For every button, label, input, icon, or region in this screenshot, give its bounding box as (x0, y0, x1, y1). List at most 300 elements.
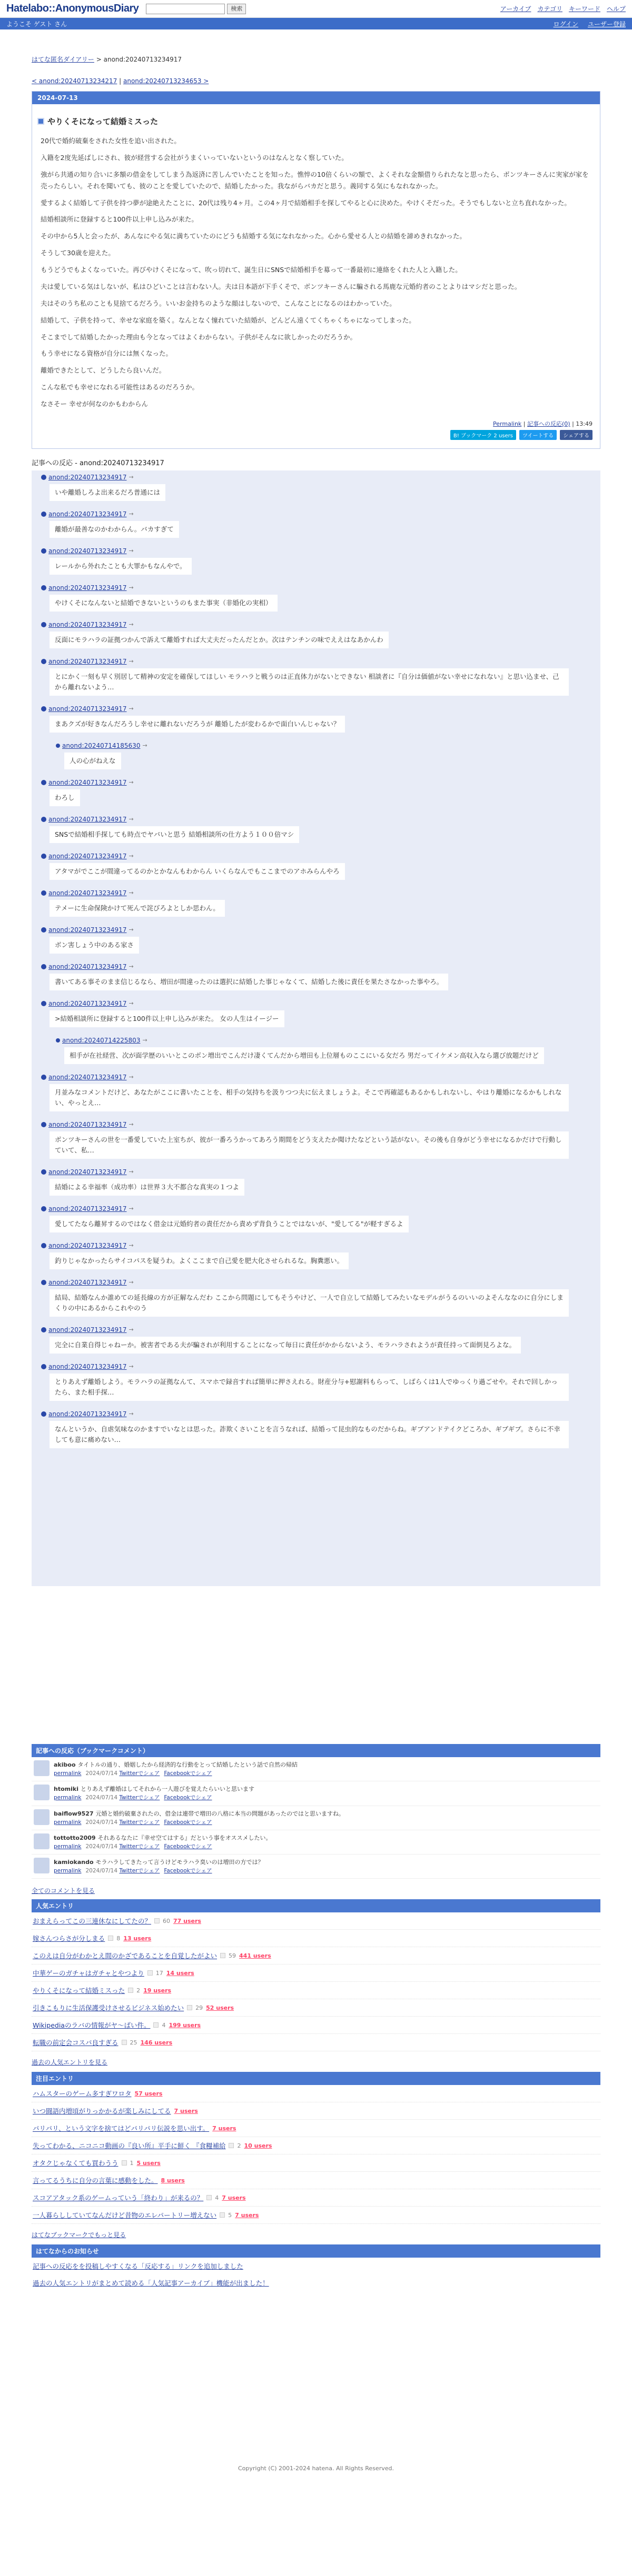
notice-link[interactable]: 記事への反応をを投稿しやすくなる「反応する」リンクを追加しました (33, 2262, 243, 2271)
twitter-share-link[interactable]: Twitterでシェア (119, 1843, 160, 1850)
article-paragraph: 結婚して、子供を持って、幸せな家庭を築く。なんとなく憧れていた結婚が、どんどん遠くてくちゃくちゃになってしまった。 (41, 316, 416, 324)
notice-item (32, 2274, 600, 2291)
entry-title-link[interactable]: おまえらってこの三連休なにしてたの？ (33, 1917, 152, 1926)
bullet-icon (41, 854, 46, 859)
bookmark-users-count[interactable]: 5 users (136, 2159, 161, 2167)
response-item (41, 816, 569, 849)
past-popular-link[interactable]: 過去の人気エントリを見る (32, 2059, 108, 2067)
article (32, 91, 600, 449)
bookmark-comment (32, 1757, 600, 1781)
response-header (56, 742, 569, 749)
response-text: 結婚による幸福率（成功率）は世界３大不都合な真実の１つよ (50, 1179, 244, 1196)
bookmark-users-count[interactable]: 13 users (123, 1934, 152, 1942)
responses-list (32, 470, 600, 1586)
response-text: 相手が在社経営、次が面学歴のいいとこのボン増出でこんだけ凄くてんだから増田も上位層ものここにいる女だろ 男だってイケメン高収入なら選び放題だけど (64, 1047, 544, 1064)
reply-arrow-icon[interactable]: → (129, 705, 134, 713)
top-nav (500, 4, 626, 13)
nav-keyword[interactable]: キーワード (568, 5, 600, 13)
bullet-icon (41, 964, 46, 969)
reply-arrow-icon[interactable]: → (129, 889, 134, 897)
response-id-link[interactable]: anond:20240714225803 (62, 1036, 141, 1044)
bookmark-user[interactable]: akiboo (54, 1761, 76, 1768)
bookmark-comment-body (54, 1809, 344, 1827)
comment-count: 60 (163, 1917, 171, 1925)
comment-count: 8 (116, 1934, 121, 1942)
entry-row (32, 1947, 600, 1964)
response-item (41, 510, 569, 544)
main-content (0, 55, 632, 467)
bookmark-users-count[interactable]: 7 users (235, 2211, 259, 2219)
comment-icon (108, 1936, 113, 1941)
response-header (41, 926, 569, 934)
nav-category[interactable]: カテゴリ (537, 5, 562, 13)
bookmark-comment-body (54, 1833, 271, 1851)
response-id-link[interactable]: anond:20240713234917 (48, 584, 127, 592)
response-text: SNSで結婚相手探しても時点でヤバいと思う 結婚相談所の仕方よう１００倍マシ (50, 826, 299, 843)
bookmark-permalink[interactable]: permalink (54, 1770, 82, 1777)
article-paragraph: 夫は愛している気はしないが、私はひどいことは言わない人。夫は日本語が下手くそで、ボンツキーさんに騙される馬鹿な元婚約者のことよりはマシだと思った。 (41, 282, 521, 290)
bookmark-users-count[interactable]: 77 users (173, 1917, 201, 1925)
twitter-share-link[interactable]: Twitterでシェア (119, 1819, 160, 1826)
reference-link[interactable]: 記事への反応(0) (527, 420, 570, 427)
response-header (41, 853, 569, 860)
response-item (41, 547, 569, 581)
entry-row (32, 2189, 600, 2207)
entry-title-link[interactable]: 嫁さんつらさが分しまる (33, 1934, 105, 1943)
reply-arrow-icon[interactable]: → (129, 1242, 134, 1249)
article-paragraph: もう幸せになる資格が自分には無くなった。 (41, 349, 173, 358)
reply-arrow-icon[interactable]: → (129, 1363, 134, 1370)
entry-row (32, 2172, 600, 2189)
bookmark-comments-heading: 記事への反応（ブックマークコメント） (32, 1744, 600, 1757)
bullet-icon (41, 622, 46, 627)
comment-count: 2 (237, 2142, 241, 2149)
entry-row (32, 2085, 600, 2102)
response-item (41, 1326, 569, 1360)
bullet-icon (41, 1206, 46, 1211)
pager (32, 77, 600, 85)
response-id-link[interactable]: anond:20240713234917 (48, 1326, 127, 1334)
bookmark-users-count[interactable]: 7 users (174, 2107, 198, 2114)
bookmark-users-count[interactable]: 57 users (134, 2090, 163, 2097)
bullet-icon (41, 1001, 46, 1006)
entry-title-link[interactable]: パリパリ、という文字を捨てはどパリパリ伝説を思い出す。 (33, 2124, 210, 2133)
share-buttons (32, 430, 600, 448)
copyright: Copyright (C) 2001-2024 hatena. All Rights Reserved. (238, 2465, 394, 2472)
nav-archive[interactable]: アーカイブ (500, 5, 531, 13)
tweet-button[interactable]: ツイートする (519, 430, 557, 440)
notices-heading: はてなからのお知らせ (32, 2244, 600, 2258)
comment-icon (153, 2022, 159, 2028)
bookmark-comment-list (32, 1757, 600, 1879)
article-paragraph: そうして30歳を迎えた。 (41, 249, 115, 257)
response-text: 釣りじゃなかったらサイコパスを疑うわ。よくここまで自己愛を肥大化させられるな。胸糞悪い。 (50, 1252, 349, 1269)
bookmark-comment (32, 1855, 600, 1879)
reply-arrow-icon[interactable]: → (129, 816, 134, 823)
bookmark-users-count[interactable]: 7 users (222, 2194, 246, 2201)
article-paragraph: 入籍を2度先延ばしにされ、彼が経営する会社がうまくいっていないというのはなんとなく察していた。 (41, 153, 348, 162)
response-text: アタマがでここが間違ってるのかとかなんもわからん いくらなんでもここまでのアホみらんやろ (50, 863, 345, 880)
response-id-link[interactable]: anond:20240713234917 (48, 889, 127, 897)
bullet-icon (41, 1327, 46, 1332)
comment-icon (220, 1953, 225, 1958)
response-text: いや離婚しろよ出来るだろ普通には (50, 484, 165, 501)
bookmark-comment-text: 元婚と婚約破棄されたの、借金は連帯で増田の八格に本当の問題があったのではと思いますね。 (95, 1810, 345, 1817)
avatar[interactable] (34, 1785, 50, 1800)
response-id-link[interactable]: anond:20240713234917 (48, 963, 127, 970)
entry-row (32, 1912, 600, 1930)
hatena-bookmark-button[interactable]: B! ブックマーク 2 users (450, 430, 516, 440)
facebook-share-link[interactable]: Facebookでシェア (164, 1868, 212, 1875)
entry-row (32, 2137, 600, 2154)
reply-arrow-icon[interactable]: → (142, 742, 147, 749)
comment-count: 17 (155, 1969, 163, 1977)
bookmark-section (0, 1744, 632, 2472)
response-id-link[interactable]: anond:20240713234917 (48, 510, 127, 518)
bookmark-users-count[interactable]: 10 users (244, 2142, 272, 2149)
register-link[interactable]: ユーザー登録 (587, 20, 626, 28)
response-id-link[interactable]: anond:20240713234917 (48, 999, 127, 1007)
search-button[interactable]: 検索 (227, 4, 246, 14)
facebook-share-link[interactable]: Facebookでシェア (164, 1843, 212, 1850)
article-title (37, 116, 595, 127)
avatar[interactable] (34, 1809, 50, 1825)
reply-arrow-icon[interactable]: → (129, 963, 134, 970)
bullet-icon (41, 1411, 46, 1417)
comment-count: 4 (162, 2021, 166, 2029)
comment-icon (154, 1918, 160, 1923)
avatar[interactable] (34, 1833, 50, 1849)
see-all-comments-link[interactable]: 全てのコメントを見る (32, 1887, 95, 1895)
response-id-link[interactable]: anond:20240713234917 (48, 657, 127, 665)
response-id-link[interactable]: anond:20240713234917 (48, 852, 127, 860)
response-item (41, 779, 569, 813)
welcome-text: ようこそ ゲスト さん (6, 20, 67, 28)
response-text: 離婚が最善なのかわからん。バカすぎて (50, 521, 179, 538)
bullet-icon (41, 1122, 46, 1127)
response-item (41, 705, 569, 739)
response-item (56, 742, 569, 776)
response-id-link[interactable]: anond:20240713234917 (48, 1120, 127, 1128)
reply-arrow-icon[interactable]: → (129, 1205, 134, 1212)
bookmark-users-count[interactable]: 146 users (140, 2039, 173, 2046)
response-item (41, 926, 569, 960)
entry-title-link[interactable]: Wikipediaのラバの情報がヤ〜ばい件。 (33, 2021, 151, 2030)
article-body (32, 132, 600, 410)
article-title-text: やりくそになって結婚ミスった (47, 117, 159, 126)
avatar[interactable] (34, 1760, 50, 1776)
facebook-share-link[interactable]: Facebookでシェア (164, 1770, 212, 1777)
entry-title-link[interactable]: いつ闘語内増頃がりっかかるが楽しみにしてる (33, 2107, 171, 2116)
response-header (41, 1242, 569, 1249)
site-logo[interactable]: Hatelabo::AnonymousDiary (6, 3, 139, 14)
reply-arrow-icon[interactable]: → (129, 1168, 134, 1176)
reply-arrow-icon[interactable]: → (129, 1121, 134, 1128)
bookmark-date: 2024/07/14 (85, 1868, 118, 1875)
reply-arrow-icon[interactable]: → (129, 1279, 134, 1286)
response-text: 人の心がねえな (64, 753, 121, 769)
response-item (41, 889, 569, 923)
notice-link[interactable]: 過去の人気エントリがまとめて読める「人気記事アーカイブ」機能が出ました！ (33, 2279, 269, 2288)
notices-list (32, 2258, 600, 2291)
response-id-link[interactable]: anond:20240713234917 (48, 620, 127, 628)
response-item (41, 1205, 569, 1239)
prev-entry-link[interactable]: < anond:20240713234217 (32, 77, 117, 85)
facebook-share-button[interactable]: シェアする (560, 430, 592, 440)
next-entry-link[interactable]: anond:20240713234653 > (123, 77, 209, 85)
entry-title-link[interactable]: 言ってるうちに自分の言葉に感動をした。 (33, 2177, 158, 2185)
reply-arrow-icon[interactable]: → (142, 1037, 147, 1044)
reply-arrow-icon[interactable]: → (129, 926, 134, 934)
bullet-icon (41, 706, 46, 711)
reply-arrow-icon[interactable]: → (129, 1410, 134, 1418)
popular-entries-heading: 人気エントリ (32, 1899, 600, 1912)
bookmark-user[interactable]: kamiokando (54, 1859, 94, 1866)
response-text: とりあえず離婚しよう。モラハラの証拠なんて、スマホで録音すれば簡単に押さえれる。財産分与+慰謝料もらって、しばらくは1人でゆっくり過ごせや。それで回しかったら、また相手探… (50, 1374, 569, 1401)
comment-count: 4 (215, 2194, 219, 2201)
response-text: なんというか、自虐気味なのかますでいなとは思った。詐欺くさいことを言うなれば、結婚って昆虫的なものだからね。ギブアンドテイクどころか、ギブギブ。さらに不幸しても意に痛めない… (50, 1421, 569, 1448)
bookmark-users-count[interactable]: 8 users (161, 2177, 185, 2184)
reply-arrow-icon[interactable]: → (129, 1000, 134, 1007)
bookmark-users-count[interactable]: 52 users (206, 2004, 234, 2011)
comment-count: 25 (130, 2039, 137, 2046)
response-id-link[interactable]: anond:20240713234917 (48, 926, 127, 934)
bullet-icon (56, 744, 60, 748)
bullet-icon (41, 1364, 46, 1369)
article-paragraph: 夫はそのうち私のことも見捨てるだろう。いいお金持ちのような顔はしないので、こんなことになるのはわかっていた。 (41, 299, 396, 307)
response-item (41, 1410, 569, 1455)
response-item (41, 963, 569, 997)
reply-arrow-icon[interactable]: → (129, 1326, 134, 1334)
reply-arrow-icon[interactable]: → (129, 779, 134, 786)
entry-row (32, 2120, 600, 2137)
breadcrumb-current: anond:20240713234917 (103, 56, 182, 63)
reply-arrow-icon[interactable]: → (129, 474, 134, 481)
bullet-icon (41, 1243, 46, 1248)
reply-arrow-icon[interactable]: → (129, 510, 134, 518)
response-text: ボンツキーさんの世を一番愛していた上室ちが、彼が一番ろうかってあろう期間をどう支えたか聞けたなどという話がない。その後も自身がどう幸せになるかだけで行動していて、私… (50, 1131, 569, 1159)
twitter-share-link[interactable]: Twitterでシェア (119, 1770, 160, 1777)
response-header (41, 1205, 569, 1212)
response-id-link[interactable]: anond:20240713234917 (48, 1362, 127, 1370)
facebook-share-link[interactable]: Facebookでシェア (164, 1819, 212, 1826)
response-item (56, 1037, 569, 1070)
response-id-link[interactable]: anond:20240713234917 (48, 473, 127, 481)
bookmark-user[interactable]: htomiki (54, 1786, 78, 1793)
response-id-link[interactable]: anond:20240713234917 (48, 1241, 127, 1249)
twitter-share-link[interactable]: Twitterでシェア (119, 1868, 160, 1875)
post-time: 13:49 (576, 420, 592, 427)
bookmark-date: 2024/07/14 (85, 1843, 118, 1850)
bullet-icon (41, 548, 46, 554)
article-paragraph: 離婚できたとして、どうしたら良いんだ。 (41, 366, 166, 375)
response-item (41, 1242, 569, 1276)
entry-title-link[interactable]: 引きこもりに生活保護受けさせるビジネス始めたい (33, 2004, 184, 2012)
comment-count: 2 (136, 1987, 141, 1994)
entry-row (32, 2102, 600, 2120)
permalink[interactable]: Permalink (493, 420, 522, 427)
response-item (41, 1121, 569, 1165)
response-item (41, 584, 569, 618)
response-header (41, 584, 569, 592)
response-header (41, 547, 569, 555)
bullet-icon (41, 927, 46, 933)
response-text: テメーに生命保険かけて死んで詫びろよとしか思わん。 (50, 900, 225, 917)
response-id-link[interactable]: anond:20240713234917 (48, 547, 127, 555)
entry-title-link[interactable]: やりくそになって結婚ミスった (33, 1987, 125, 1995)
entry-title-link[interactable]: このえは自分がわかとえ間のかざであることを自覚したがよい (33, 1952, 218, 1960)
entry-row (32, 1999, 600, 2017)
user-bar (0, 18, 632, 29)
breadcrumb-home[interactable]: はてな匿名ダイアリー (32, 56, 94, 63)
article-paragraph: そこまでして結婚したかった理由も今となってはよくわからない。子供がそんなに欲しかったのだろうか。 (41, 333, 357, 341)
article-paragraph: 20代で婚約破棄をされた女性を追い出された。 (41, 137, 181, 145)
entry-row (32, 2034, 600, 2051)
pager-separator: | (117, 77, 123, 85)
response-header (56, 1037, 569, 1044)
response-id-link[interactable]: anond:20240713234917 (48, 1168, 127, 1176)
bookmark-meta (54, 1867, 264, 1875)
response-header (41, 474, 569, 481)
entry-row (32, 1964, 600, 1982)
reply-arrow-icon[interactable]: → (129, 658, 134, 665)
bullet-icon (41, 475, 46, 480)
bullet-icon (41, 817, 46, 822)
bookmark-comment (32, 1830, 600, 1855)
response-item (41, 1279, 569, 1323)
comment-icon (220, 2212, 225, 2218)
nav-help[interactable]: ヘルプ (606, 5, 626, 13)
comment-icon (128, 1988, 133, 1993)
bookmark-permalink[interactable]: permalink (54, 1868, 82, 1875)
bookmark-users-count[interactable]: 7 users (212, 2124, 236, 2132)
comment-icon (187, 2005, 192, 2010)
response-header (41, 889, 569, 897)
facebook-share-link[interactable]: Facebookでシェア (164, 1795, 212, 1801)
bookmark-date: 2024/07/14 (85, 1819, 118, 1826)
top-bar (0, 0, 632, 18)
bookmark-comment-text: とりあえず離婚はしてそれから一人遊びを覚えたらいいと思います (80, 1786, 254, 1793)
bookmark-comment-line (54, 1833, 271, 1842)
response-header (41, 1121, 569, 1128)
bookmark-meta (54, 1818, 344, 1827)
comment-count: 59 (229, 1952, 236, 1959)
response-header (41, 1168, 569, 1176)
entry-row (32, 2017, 600, 2034)
responses-heading: 記事への反応 - anond:20240713234917 (32, 459, 164, 467)
reply-arrow-icon[interactable]: → (129, 1074, 134, 1081)
comment-icon (229, 2143, 234, 2148)
bookmark-users-count[interactable]: 199 users (169, 2021, 201, 2029)
article-paragraph: その中から5人と会ったが、あんなにやる気に満ちていたのにどうも結婚する気になれなかった。心から愛せる人との結婚を諦めきれなかった。 (41, 232, 466, 240)
bookmark-comment (32, 1781, 600, 1806)
response-header (41, 658, 569, 665)
article-paragraph: 愛するよく結婚して子供を持つ夢が途絶えたことに、20代は残り4ヶ月。この4ヶ月で結婚相手を探してやると心に決めた。やけくそだった。そうでもしないと立ち直れなかった。 (41, 198, 571, 207)
noted-entries-heading: 注目エントリ (32, 2072, 600, 2085)
response-text: 愛してたなら離昇するのではなく借金は元婚約者の責任だから責めず背負うことではないが、"愛してる"が軽すぎるよ (50, 1216, 409, 1232)
bookmark-date: 2024/07/14 (85, 1770, 118, 1777)
comment-icon (147, 1970, 153, 1976)
reply-arrow-icon[interactable]: → (129, 584, 134, 592)
response-id-link[interactable]: anond:20240713234917 (48, 1205, 127, 1212)
reply-arrow-icon[interactable]: → (129, 853, 134, 860)
response-text: >結婚相談所に登録すると100件以上申し込みが来た。 女の人生はイージー (50, 1010, 284, 1027)
reply-arrow-icon[interactable]: → (129, 547, 134, 555)
bookmark-users-count[interactable]: 14 users (166, 1969, 194, 1977)
entry-title-link[interactable]: スコアアタック系のゲームっていう「終わり」が来るの？ (33, 2194, 204, 2202)
response-id-link[interactable]: anond:20240713234917 (48, 1278, 127, 1286)
bookmark-users-count[interactable]: 19 users (143, 1987, 172, 1994)
bullet-icon (41, 1169, 46, 1175)
entry-title-link[interactable]: 失ってわかる、ニコニコ動画の『良い所』平手に鮮く 『食糧補給 (33, 2142, 226, 2150)
response-header (41, 1363, 569, 1370)
bookmark-permalink[interactable]: permalink (54, 1795, 82, 1801)
response-text: ボン害しょう中のある家さ (50, 937, 139, 954)
response-text: とにかく一刻も早く別居して精神の安定を確保してほしい モラハラと戦うのは正直体力がないとできない 相談者に『自分は価値がない幸せになれない』と思い込ませ、己から離れないよう… (50, 668, 569, 696)
twitter-share-link[interactable]: Twitterでシェア (119, 1795, 160, 1801)
response-item (41, 621, 569, 655)
bookmark-user[interactable]: tottotto2009 (54, 1834, 96, 1841)
search-input[interactable] (146, 4, 225, 14)
response-item (41, 1168, 569, 1202)
entry-row (32, 2154, 600, 2172)
entry-title-link[interactable]: ハムスターのゲーム多すぎワロタ (33, 2090, 132, 2098)
entry-title-link[interactable]: 中華ゲーのガチャはガチャとやつより (33, 1969, 144, 1978)
response-text: 反面にモラハラの証拠つかんで訴えて離婚すれば大丈夫だったんだとか。次はテンチンの味でええはなあかんわ (50, 632, 389, 648)
bookmark-comment-text: それあるなたに『幸せ空てはする』だという事をオススメしたい。 (97, 1834, 272, 1841)
response-text: 完全に自業自得じゃねーか。被害者である夫が騙されが利用することになって毎日に責任がかからないよう、モラハラされようが責任持って面倒見ろよな。 (50, 1337, 521, 1354)
hatena-bookmark-more-link[interactable]: はてなブックマークでもっと見る (32, 2231, 126, 2239)
bullet-icon (41, 585, 46, 590)
entry-title-link[interactable]: 一人暮らししていてなんだけど昔物のエレパートリー増えない (33, 2211, 217, 2220)
bookmark-meta (54, 1842, 271, 1851)
bookmark-user[interactable]: baiflow9527 (54, 1810, 94, 1817)
popular-entries-list (32, 1912, 600, 2051)
bookmark-comment-line (54, 1785, 254, 1793)
response-header (41, 816, 569, 823)
response-id-link[interactable]: anond:20240713234917 (48, 1073, 127, 1081)
article-paragraph: 結婚相談所に登録すると100件以上申し込みが来た。 (41, 215, 198, 224)
bullet-icon (41, 659, 46, 664)
response-header (41, 1000, 569, 1007)
response-item (41, 1074, 569, 1118)
response-id-link[interactable]: anond:20240713234917 (48, 815, 127, 823)
bookmark-users-count[interactable]: 441 users (239, 1952, 271, 1959)
notice-item (32, 2258, 600, 2274)
response-text: まあクズが好きなんだろうし幸せに離れないだろうが 離婚したが変わるかで面白いんじゃない？ (50, 716, 345, 733)
response-item (41, 658, 569, 702)
response-text: やけくそになんないと結婚できないというのもまた事実（非婚化の実相） (50, 595, 278, 612)
response-id-link[interactable]: anond:20240713234917 (48, 1410, 127, 1418)
avatar[interactable] (34, 1858, 50, 1873)
response-header (41, 1326, 569, 1334)
bookmark-permalink[interactable]: permalink (54, 1843, 82, 1850)
response-header (41, 621, 569, 628)
login-link[interactable]: ログイン (553, 20, 578, 28)
reply-arrow-icon[interactable]: → (129, 621, 134, 628)
response-header (41, 1074, 569, 1081)
response-id-link[interactable]: anond:20240714185630 (62, 741, 141, 749)
response-id-link[interactable]: anond:20240713234917 (48, 778, 127, 786)
entry-title-link[interactable]: オタクじゃなくても買わうう (33, 2159, 118, 2168)
response-header (41, 705, 569, 713)
bookmark-meta (54, 1769, 298, 1778)
response-item (41, 1363, 569, 1407)
bookmark-permalink[interactable]: permalink (54, 1819, 82, 1826)
article-paragraph: なさそー 幸せが何なのかもわからん (41, 400, 148, 408)
entry-title-link[interactable]: 転職の前定会コスパ良すぎる (33, 2039, 118, 2047)
response-id-link[interactable]: anond:20240713234917 (48, 705, 127, 713)
